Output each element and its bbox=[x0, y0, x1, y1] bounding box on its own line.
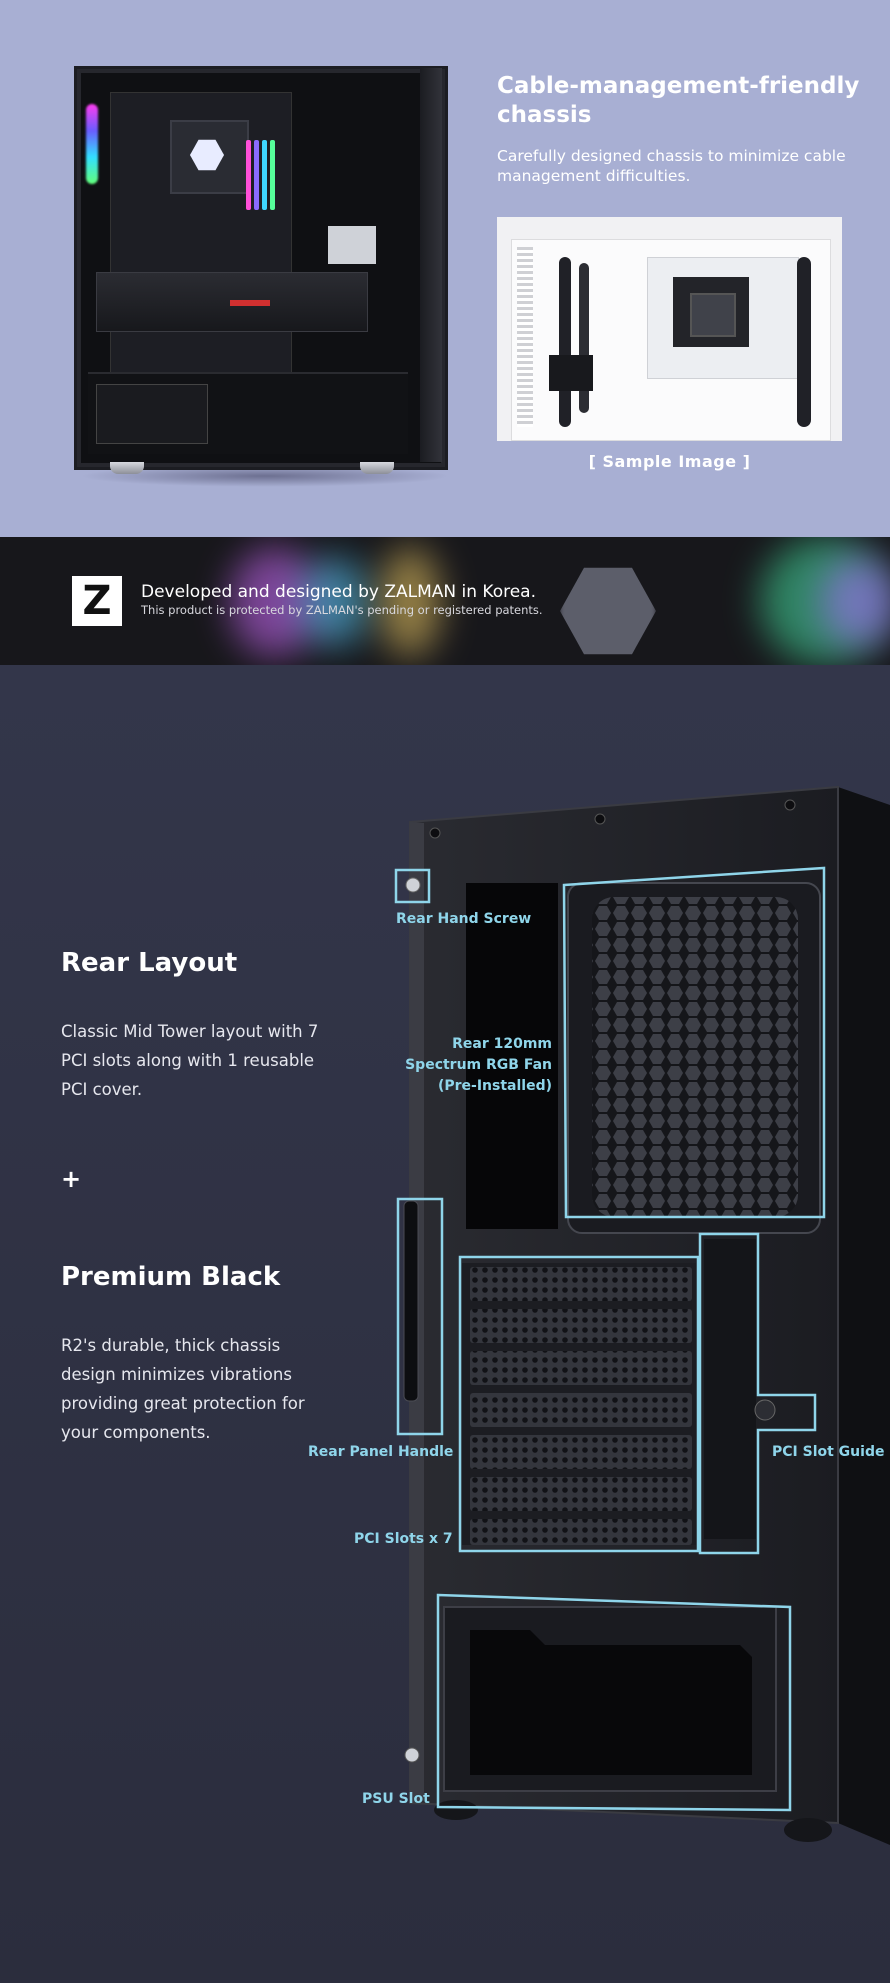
sample-drive-cage bbox=[549, 355, 593, 391]
sample-cooler-plate bbox=[690, 293, 736, 337]
ram-stick bbox=[246, 140, 251, 210]
sample-front-vent bbox=[517, 247, 533, 427]
sample-image bbox=[497, 217, 842, 441]
callout-rear-hand-screw: Rear Hand Screw bbox=[396, 911, 532, 927]
ssd-bracket bbox=[328, 226, 376, 264]
psu-label bbox=[96, 384, 208, 444]
rgb-fan-glow bbox=[86, 104, 98, 184]
callout-pci-slot-guide: PCI Slot Guide bbox=[772, 1444, 885, 1460]
case-foot bbox=[434, 1800, 478, 1820]
callout-rear-fan: Rear 120mm Spectrum RGB Fan (Pre-Installed) bbox=[405, 1036, 552, 1094]
callout-pci-slots: PCI Slots x 7 bbox=[354, 1531, 453, 1547]
cable-management-title: Cable-management-friendly chassis bbox=[497, 73, 860, 128]
pci-slots bbox=[462, 1263, 696, 1545]
guide-screw bbox=[755, 1400, 775, 1420]
screw bbox=[430, 828, 440, 838]
sample-cable bbox=[797, 257, 811, 427]
cable-management-description: Carefully designed chassis to minimize cable management difficulties. bbox=[497, 147, 846, 185]
hex-light bbox=[560, 563, 656, 659]
zalman-banner bbox=[0, 537, 890, 665]
callout-rear-panel-handle: Rear Panel Handle bbox=[308, 1444, 454, 1460]
side-glass-panel bbox=[838, 787, 890, 1845]
gpu-accent-stripe bbox=[230, 300, 270, 306]
handle-shape bbox=[404, 1201, 418, 1401]
ram-stick bbox=[254, 140, 259, 210]
banner-subline: This product is protected by ZALMAN's pending or registered patents. bbox=[141, 603, 543, 617]
sample-image-caption: [ Sample Image ] bbox=[588, 452, 751, 471]
case-side-edge bbox=[420, 68, 442, 462]
rgb-glow bbox=[300, 557, 370, 647]
premium-black-title: Premium Black bbox=[61, 1262, 281, 1292]
hand-screw bbox=[406, 878, 420, 892]
psu-opening bbox=[470, 1630, 752, 1775]
callout-psu-slot: PSU Slot bbox=[362, 1791, 430, 1807]
plus-sign: + bbox=[61, 1165, 82, 1193]
rgb-glow bbox=[380, 547, 440, 657]
banner-headline: Developed and designed by ZALMAN in Korea. bbox=[141, 582, 536, 602]
screw bbox=[785, 800, 795, 810]
ram-stick bbox=[262, 140, 267, 210]
cable-management-section bbox=[0, 0, 890, 537]
psu-screw bbox=[405, 1748, 419, 1762]
rgb-glow bbox=[820, 557, 890, 647]
screw bbox=[595, 814, 605, 824]
rear-layout-section bbox=[0, 665, 890, 1983]
case-rear-image bbox=[0, 665, 890, 1983]
case-foot bbox=[784, 1818, 832, 1842]
case-foot bbox=[360, 462, 394, 474]
fan-grille bbox=[592, 897, 798, 1217]
rear-layout-title: Rear Layout bbox=[61, 948, 238, 978]
premium-black-description: R2's durable, thick chassis design minimizes vibrations providing great protection for your components. bbox=[61, 1336, 305, 1442]
case-foot bbox=[110, 462, 144, 474]
rear-layout-description: Classic Mid Tower layout with 7 PCI slots along with 1 reusable PCI cover. bbox=[61, 1022, 319, 1099]
zalman-logo-letter: Z bbox=[82, 578, 112, 624]
sample-cable bbox=[559, 257, 571, 427]
ram-stick bbox=[270, 140, 275, 210]
vertical-strip bbox=[704, 1239, 756, 1539]
